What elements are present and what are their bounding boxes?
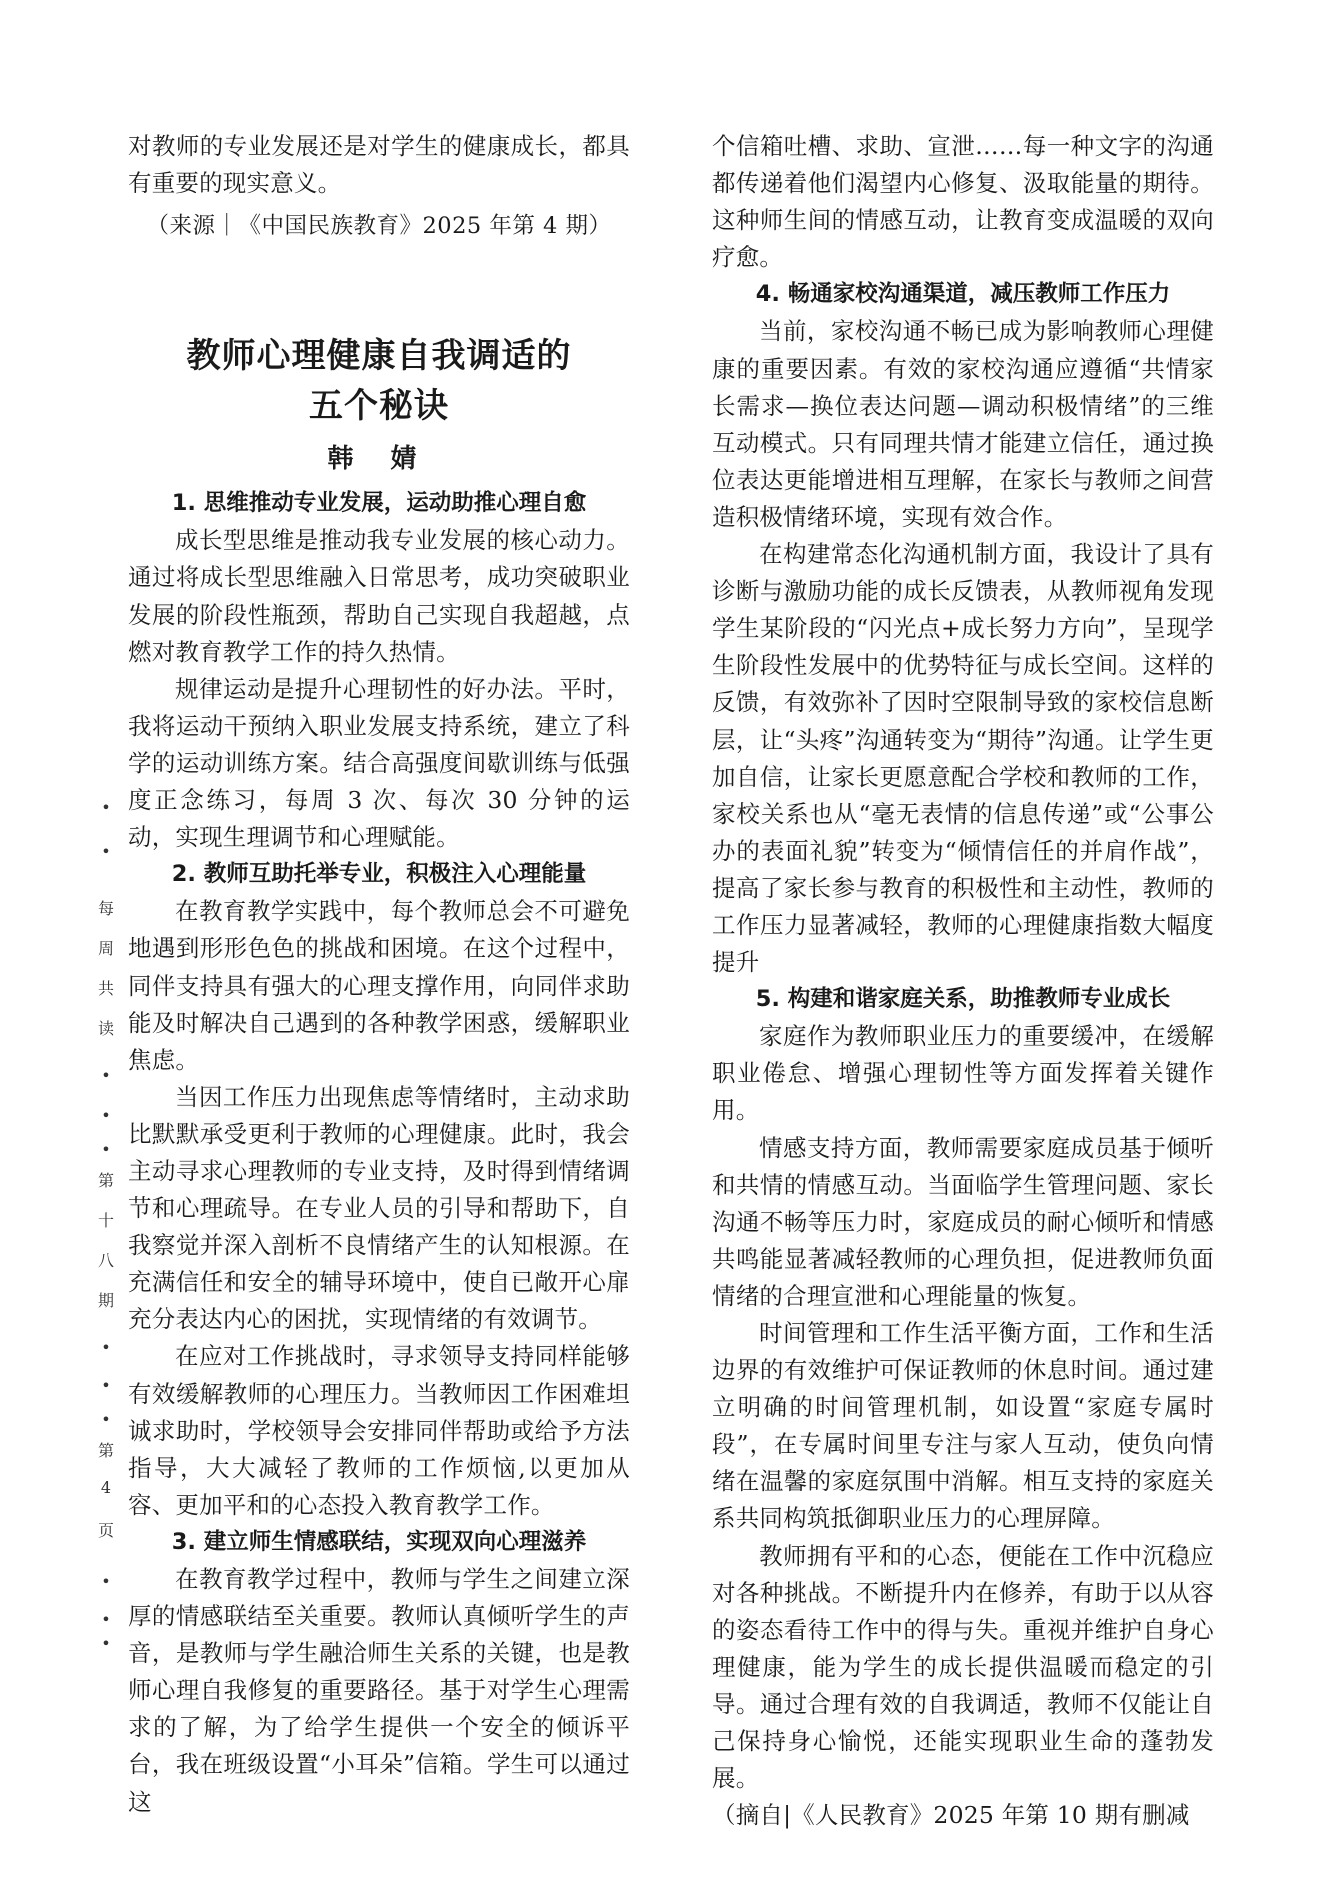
- closing-paragraph: 教师拥有平和的心态，便能在工作中沉稳应对各种挑战。不断提升内在修养，有助于以从容的姿态看待工作中的得与失。重视并维护自身心理健康，能为学生的成长提供温暖而稳定的引导。通过合理有效的自我调适，教师不仅能让自己保持身心愉悦，还能实现职业生命的蓬勃发展。: [712, 1541, 1214, 1793]
- margin-dot: •: [101, 1572, 111, 1591]
- paragraph: 在构建常态化沟通机制方面，我设计了具有诊断与激励功能的成长反馈表，从教师视角发现学生某阶段的“闪光点+成长努力方向”，呈现学生阶段性发展中的优势特征与成长空间。这样的反馈，有效弥补了因时空限制导致的家校信息断层，让“头疼”沟通转变为“期待”沟通。让学生更加自信，让家长更愿意配合学校和教师的工作，家校关系也从“毫无表情的信息传递”或“公事公办的表面礼貌”转变为“倾情信任的并肩作战”，提高了家长参与教育的积极性和主动性，教师的工作压力显著减轻，教师的心理健康指数大幅度提升: [712, 540, 1214, 977]
- article-author: 韩 婧: [327, 444, 431, 475]
- margin-dot: •: [101, 1610, 111, 1629]
- margin-char: 每: [97, 899, 114, 918]
- margin-char: 第: [97, 1171, 114, 1190]
- left-column: [128, 128, 630, 1821]
- paragraph: 在应对工作挑战时，寻求领导支持同样能够有效缓解教师的心理压力。当教师因工作困难坦诚求助时，学校领导会安排同伴帮助或给予方法指导，大大减轻了教师的工作烦恼,以更加从容、更加平和的心态投入教育教学工作。: [128, 1342, 630, 1519]
- margin-char: 八: [97, 1251, 114, 1270]
- paragraph: 规律运动是提升心理韧性的好办法。平时，我将运动干预纳入职业发展支持系统，建立了科学的运动训练方案。结合高强度间歇训练与低强度正念练习，每周 3 次、每次 30 分钟的运动，实现生理调节和心理赋能。: [128, 674, 630, 852]
- paragraph: 当因工作压力出现焦虑等情绪时，主动求助比默默承受更利于教师的心理健康。此时，我会主动寻求心理教师的专业支持，及时得到情绪调节和心理疏导。在专业人员的引导和帮助下，自我察觉并深入剖析不良情绪产生的认知根源。在充满信任和安全的辅导环境中，使自已敞开心扉充分表达内心的困扰，实现情绪的有效调节。: [128, 1082, 630, 1334]
- paragraph: 家庭作为教师职业压力的重要缓冲，在缓解职业倦怠、增强心理韧性等方面发挥着关键作用。: [712, 1022, 1214, 1125]
- article-title-line1: 教师心理健康自我调适的: [186, 336, 572, 377]
- article-title-line2: 五个秘诀: [309, 386, 449, 427]
- margin-dot: •: [101, 1376, 111, 1395]
- margin-dot: •: [101, 1106, 111, 1125]
- margin-dot: •: [101, 798, 111, 817]
- paragraph: 成长型思维是推动我专业发展的核心动力。通过将成长型思维融入日常思考，成功突破职业发展的阶段性瓶颈，帮助自己实现自我超越，点燃对教育教学工作的持久热情。: [128, 526, 630, 666]
- section-heading-3: 3. 建立师生情感联结，实现双向心理滋养: [171, 1528, 587, 1555]
- margin-dot: •: [101, 1338, 111, 1357]
- margin-char: 第: [97, 1441, 114, 1460]
- margin-dot: •: [101, 1140, 111, 1159]
- intro-text: 对教师的专业发展还是对学生的健康成长，都具有重要的现实意义。: [128, 132, 630, 198]
- margin-char: 十: [97, 1211, 114, 1230]
- margin-dot: •: [101, 1410, 111, 1429]
- section-heading-2: 2. 教师互助托举专业，积极注入心理能量: [171, 861, 587, 888]
- article-source: （摘自|《人民教育》2025 年第 10 期有删减: [712, 1801, 1190, 1830]
- section-heading-4: 4. 畅通家校沟通渠道，减压教师工作压力: [755, 281, 1171, 308]
- paragraph-continued: 个信箱吐槽、求助、宣泄……每一种文字的沟通都传递着他们渴望内心修复、汲取能量的期待。这种师生间的情感互动，让教育变成温暖的双向疗愈。: [712, 132, 1214, 272]
- margin-char: 页: [97, 1521, 114, 1540]
- margin-char: 周: [97, 939, 114, 958]
- section-heading-1: 1. 思维推动专业发展，运动助推心理自愈: [171, 490, 587, 517]
- margin-dot: •: [101, 842, 111, 861]
- margin-char: 期: [97, 1291, 114, 1310]
- paragraph: 时间管理和工作生活平衡方面，工作和生活边界的有效维护可保证教师的休息时间。通过建立明确的时间管理机制，如设置“家庭专属时段”，在专属时间里专注与家人互动，使负向情绪在温馨的家庭氛围中消解。相互支持的家庭关系共同构筑抵御职业压力的心理屏障。: [712, 1319, 1214, 1533]
- section-heading-5: 5. 构建和谐家庭关系，助推教师专业成长: [755, 986, 1171, 1013]
- margin-char: 4: [100, 1478, 112, 1497]
- paragraph: 当前，家校沟通不畅已成为影响教师心理健康的重要因素。有效的家校沟通应遵循“共情家长需求—换位表达问题—调动积极情绪”的三维互动模式。只有同理共情才能建立信任，通过换位表达更能增进相互理解，在家长与教师之间营造积极情绪环境，实现有效合作。: [712, 317, 1214, 531]
- margin-char: 共: [97, 979, 114, 998]
- margin-dot: •: [101, 1634, 111, 1653]
- intro-source: （来源｜《中国民族教育》2025 年第 4 期）: [146, 213, 612, 240]
- paragraph: 在教育教学实践中，每个教师总会不可避免地遇到形形色色的挑战和困境。在这个过程中，同伴支持具有强大的心理支撑作用，向同伴求助能及时解决自己遇到的各种教学困惑，缓解职业焦虑。: [128, 897, 630, 1074]
- margin-dot: •: [101, 1066, 111, 1085]
- right-column: [712, 128, 1214, 1834]
- paragraph: 情感支持方面，教师需要家庭成员基于倾听和共情的情感互动。当面临学生管理问题、家长沟通不畅等压力时，家庭成员的耐心倾听和情感共鸣能显著减轻教师的心理负担，促进教师负面情绪的合理宣泄和心理能量的恢复。: [712, 1133, 1214, 1310]
- paragraph: 在教育教学过程中，教师与学生之间建立深厚的情感联结至关重要。教师认真倾听学生的声音，是教师与学生融洽师生关系的关键，也是教师心理自我修复的重要路径。基于对学生心理需求的了解，为了给学生提供一个安全的倾诉平台，我在班级设置“小耳朵”信箱。学生可以通过这: [128, 1565, 630, 1816]
- margin-char: 读: [97, 1019, 114, 1038]
